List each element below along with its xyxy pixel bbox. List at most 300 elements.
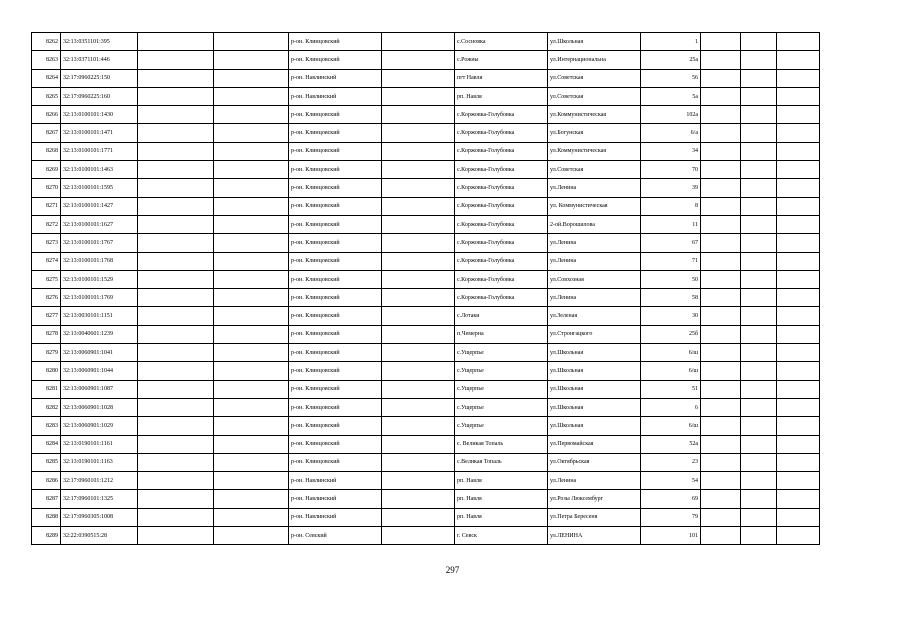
blank-cell (777, 161, 820, 179)
blank-cell (138, 69, 214, 87)
street-cell: ул.Школьная (548, 380, 641, 398)
blank-cell (382, 252, 455, 270)
locality-cell: с.Коржовка-Голубовка (455, 252, 548, 270)
house-number-cell: 6 (641, 398, 701, 416)
locality-cell: с.Коржовка-Голубовка (455, 106, 548, 124)
table-row (32, 527, 820, 545)
district-cell: р-он. Навлинский (289, 508, 382, 526)
street-cell: 2-ой.Ворошилова (548, 215, 641, 233)
blank-cell (138, 490, 214, 508)
blank-cell (777, 270, 820, 288)
blank-cell (138, 453, 214, 471)
blank-cell (382, 270, 455, 288)
locality-cell: с.Великая Топаль (455, 453, 548, 471)
cadastral-number-cell: 32:13:0060901:1028 (61, 398, 138, 416)
table-row (32, 508, 820, 526)
blank-cell (382, 508, 455, 526)
blank-cell (138, 197, 214, 215)
row-number-cell: 8288 (32, 508, 61, 526)
house-number-cell: 56 (641, 69, 701, 87)
blank-cell (214, 380, 289, 398)
blank-cell (382, 106, 455, 124)
blank-cell (214, 472, 289, 490)
blank-cell (741, 142, 777, 160)
cadastral-number-cell: 32:13:0100101:1471 (61, 124, 138, 142)
table-row (32, 197, 820, 215)
blank-cell (138, 325, 214, 343)
blank-cell (741, 179, 777, 197)
cadastral-number-cell: 32:17:0960225:150 (61, 69, 138, 87)
street-cell: ул.Стронгацкого (548, 325, 641, 343)
district-cell: р-он. Клинцовский (289, 362, 382, 380)
blank-cell (138, 289, 214, 307)
blank-cell (777, 289, 820, 307)
blank-cell (701, 490, 741, 508)
district-cell: р-он. Клинцовский (289, 289, 382, 307)
row-number-cell: 8265 (32, 87, 61, 105)
district-cell: р-он. Клинцовский (289, 453, 382, 471)
street-cell: ул.Школьная (548, 362, 641, 380)
locality-cell: с.Коржовка-Голубовка (455, 161, 548, 179)
district-cell: р-он. Клинцовский (289, 215, 382, 233)
cadastral-number-cell: 32:13:0100101:1767 (61, 234, 138, 252)
cadastral-number-cell: 32:13:0100101:1595 (61, 179, 138, 197)
blank-cell (214, 215, 289, 233)
district-cell: р-он. Клинцовский (289, 124, 382, 142)
blank-cell (138, 124, 214, 142)
blank-cell (214, 362, 289, 380)
cadastral-number-cell: 32:13:0100101:1771 (61, 142, 138, 160)
blank-cell (777, 380, 820, 398)
row-number-cell: 8269 (32, 161, 61, 179)
street-cell: ул.Розы Люксембург (548, 490, 641, 508)
blank-cell (382, 33, 455, 51)
cadastral-number-cell: 32:17:0960305:1008 (61, 508, 138, 526)
house-number-cell: 25б (641, 325, 701, 343)
blank-cell (382, 325, 455, 343)
street-cell: ул. Коммунистическая (548, 197, 641, 215)
blank-cell (214, 87, 289, 105)
table-row (32, 215, 820, 233)
locality-cell: с.Коржовка-Голубовка (455, 215, 548, 233)
blank-cell (701, 142, 741, 160)
blank-cell (214, 453, 289, 471)
table-row (32, 417, 820, 435)
blank-cell (701, 508, 741, 526)
blank-cell (138, 161, 214, 179)
blank-cell (701, 33, 741, 51)
table-row (32, 106, 820, 124)
blank-cell (777, 51, 820, 69)
blank-cell (741, 417, 777, 435)
table-row (32, 307, 820, 325)
blank-cell (701, 380, 741, 398)
cadastral-number-cell: 32:13:0100101:1427 (61, 197, 138, 215)
blank-cell (382, 398, 455, 416)
blank-cell (777, 417, 820, 435)
house-number-cell: 30 (641, 307, 701, 325)
blank-cell (701, 435, 741, 453)
row-number-cell: 8286 (32, 472, 61, 490)
locality-cell: с.Ущерпье (455, 344, 548, 362)
blank-cell (777, 362, 820, 380)
street-cell: ул.Советская (548, 69, 641, 87)
blank-cell (701, 197, 741, 215)
house-number-cell: 69 (641, 490, 701, 508)
blank-cell (741, 490, 777, 508)
blank-cell (777, 344, 820, 362)
street-cell: ул.ЛЕНИНА (548, 527, 641, 545)
blank-cell (741, 325, 777, 343)
district-cell: р-он. Клинцовский (289, 51, 382, 69)
district-cell: р-он. Клинцовский (289, 179, 382, 197)
cadastral-number-cell: 32:13:0060901:1041 (61, 344, 138, 362)
blank-cell (214, 398, 289, 416)
blank-cell (214, 252, 289, 270)
street-cell: ул.Коммунистическая (548, 106, 641, 124)
blank-cell (214, 508, 289, 526)
blank-cell (741, 270, 777, 288)
blank-cell (777, 435, 820, 453)
blank-cell (138, 87, 214, 105)
blank-cell (777, 398, 820, 416)
cadastral-number-cell: 32:13:0100101:1529 (61, 270, 138, 288)
locality-cell: с.Коржовка-Голубовка (455, 289, 548, 307)
locality-cell: с.Лотаки (455, 307, 548, 325)
blank-cell (741, 453, 777, 471)
row-number-cell: 8279 (32, 344, 61, 362)
blank-cell (741, 380, 777, 398)
blank-cell (382, 197, 455, 215)
blank-cell (777, 252, 820, 270)
cadastral-number-cell: 32:13:0100101:1769 (61, 289, 138, 307)
row-number-cell: 8282 (32, 398, 61, 416)
row-number-cell: 8277 (32, 307, 61, 325)
blank-cell (138, 270, 214, 288)
locality-cell: с.Ущерпье (455, 398, 548, 416)
blank-cell (138, 398, 214, 416)
registry-table (31, 32, 820, 545)
blank-cell (777, 215, 820, 233)
blank-cell (138, 435, 214, 453)
cadastral-number-cell: 32:13:0100101:1430 (61, 106, 138, 124)
blank-cell (741, 124, 777, 142)
blank-cell (214, 325, 289, 343)
row-number-cell: 8285 (32, 453, 61, 471)
blank-cell (138, 307, 214, 325)
blank-cell (777, 179, 820, 197)
blank-cell (777, 508, 820, 526)
table-row (32, 179, 820, 197)
street-cell: ул.Ленина (548, 472, 641, 490)
blank-cell (701, 234, 741, 252)
street-cell: ул.Октябрьская (548, 453, 641, 471)
blank-cell (214, 69, 289, 87)
district-cell: р-он. Клинцовский (289, 234, 382, 252)
street-cell: ул.Школьная (548, 33, 641, 51)
blank-cell (701, 325, 741, 343)
table-row (32, 252, 820, 270)
blank-cell (214, 417, 289, 435)
blank-cell (138, 472, 214, 490)
cadastral-number-cell: 32:13:0190101:1163 (61, 453, 138, 471)
row-number-cell: 8271 (32, 197, 61, 215)
blank-cell (382, 490, 455, 508)
locality-cell: с.Ущерпье (455, 417, 548, 435)
blank-cell (701, 307, 741, 325)
blank-cell (214, 490, 289, 508)
blank-cell (741, 472, 777, 490)
blank-cell (214, 142, 289, 160)
blank-cell (138, 234, 214, 252)
blank-cell (741, 161, 777, 179)
house-number-cell: 67 (641, 234, 701, 252)
blank-cell (701, 124, 741, 142)
blank-cell (701, 398, 741, 416)
blank-cell (701, 252, 741, 270)
table-row (32, 472, 820, 490)
blank-cell (214, 307, 289, 325)
table-row (32, 69, 820, 87)
district-cell: р-он. Клинцовский (289, 417, 382, 435)
blank-cell (214, 179, 289, 197)
blank-cell (777, 69, 820, 87)
locality-cell: с.Коржовка-Голубовка (455, 270, 548, 288)
blank-cell (701, 344, 741, 362)
locality-cell: рп. Навля (455, 87, 548, 105)
blank-cell (777, 33, 820, 51)
district-cell: р-он. Клинцовский (289, 398, 382, 416)
table-row (32, 325, 820, 343)
row-number-cell: 8263 (32, 51, 61, 69)
table-row (32, 490, 820, 508)
street-cell: ул.Первомайская (548, 435, 641, 453)
row-number-cell: 8266 (32, 106, 61, 124)
blank-cell (741, 435, 777, 453)
blank-cell (214, 124, 289, 142)
cadastral-number-cell: 32:13:0351101:395 (61, 33, 138, 51)
blank-cell (214, 161, 289, 179)
district-cell: р-он. Клинцовский (289, 252, 382, 270)
row-number-cell: 8274 (32, 252, 61, 270)
table-row (32, 270, 820, 288)
blank-cell (138, 508, 214, 526)
blank-cell (701, 270, 741, 288)
blank-cell (382, 435, 455, 453)
blank-cell (382, 124, 455, 142)
district-cell: р-он. Клинцовский (289, 33, 382, 51)
blank-cell (777, 490, 820, 508)
blank-cell (382, 472, 455, 490)
district-cell: р-он. Навлинский (289, 490, 382, 508)
blank-cell (382, 527, 455, 545)
cadastral-number-cell: 32:13:0040601:1239 (61, 325, 138, 343)
district-cell: р-он. Клинцовский (289, 325, 382, 343)
house-number-cell: 58 (641, 289, 701, 307)
blank-cell (777, 124, 820, 142)
blank-cell (701, 362, 741, 380)
cadastral-number-cell: 32:17:0960101:1212 (61, 472, 138, 490)
blank-cell (214, 344, 289, 362)
table-row (32, 380, 820, 398)
locality-cell: рп. Навля (455, 508, 548, 526)
house-number-cell: 6/ш (641, 344, 701, 362)
blank-cell (214, 51, 289, 69)
cadastral-number-cell: 32:13:0060901:1087 (61, 380, 138, 398)
cadastral-number-cell: 32:13:0100101:1627 (61, 215, 138, 233)
district-cell: р-он. Навлинский (289, 69, 382, 87)
house-number-cell: 79 (641, 508, 701, 526)
district-cell: р-он. Клинцовский (289, 344, 382, 362)
blank-cell (741, 289, 777, 307)
blank-cell (741, 527, 777, 545)
street-cell: ул.Ленина (548, 289, 641, 307)
row-number-cell: 8268 (32, 142, 61, 160)
blank-cell (777, 307, 820, 325)
blank-cell (138, 344, 214, 362)
blank-cell (138, 362, 214, 380)
house-number-cell: 6/а (641, 124, 701, 142)
blank-cell (382, 417, 455, 435)
blank-cell (138, 417, 214, 435)
cadastral-number-cell: 32:13:0100101:1463 (61, 161, 138, 179)
locality-cell: с.Сосновка (455, 33, 548, 51)
blank-cell (741, 87, 777, 105)
district-cell: р-он. Навлинский (289, 87, 382, 105)
house-number-cell: 6/ш (641, 362, 701, 380)
blank-cell (701, 417, 741, 435)
blank-cell (701, 453, 741, 471)
blank-cell (741, 234, 777, 252)
blank-cell (741, 344, 777, 362)
house-number-cell: 54 (641, 472, 701, 490)
blank-cell (777, 527, 820, 545)
blank-cell (382, 51, 455, 69)
blank-cell (138, 215, 214, 233)
blank-cell (138, 33, 214, 51)
table-row (32, 398, 820, 416)
locality-cell: с.Ущерпье (455, 362, 548, 380)
blank-cell (138, 179, 214, 197)
house-number-cell: 102а (641, 106, 701, 124)
cadastral-number-cell: 32:17:0960225:160 (61, 87, 138, 105)
cadastral-number-cell: 32:22:0390515:28 (61, 527, 138, 545)
blank-cell (214, 435, 289, 453)
blank-cell (382, 289, 455, 307)
blank-cell (777, 106, 820, 124)
house-number-cell: 5а (641, 87, 701, 105)
district-cell: р-он. Клинцовский (289, 142, 382, 160)
district-cell: р-он. Клинцовский (289, 307, 382, 325)
blank-cell (382, 142, 455, 160)
table-body (32, 33, 820, 545)
locality-cell: с.Рожны (455, 51, 548, 69)
street-cell: ул.Интернациональна (548, 51, 641, 69)
table-row (32, 124, 820, 142)
blank-cell (741, 33, 777, 51)
blank-cell (382, 307, 455, 325)
blank-cell (701, 179, 741, 197)
street-cell: ул.Советская (548, 87, 641, 105)
blank-cell (741, 51, 777, 69)
table-row (32, 161, 820, 179)
blank-cell (214, 197, 289, 215)
street-cell: ул.Петра Бересеня (548, 508, 641, 526)
district-cell: р-он. Клинцовский (289, 161, 382, 179)
house-number-cell: 25а (641, 51, 701, 69)
blank-cell (214, 289, 289, 307)
blank-cell (214, 234, 289, 252)
row-number-cell: 8275 (32, 270, 61, 288)
blank-cell (741, 215, 777, 233)
table-row (32, 33, 820, 51)
row-number-cell: 8262 (32, 33, 61, 51)
locality-cell: г. Севск (455, 527, 548, 545)
blank-cell (138, 527, 214, 545)
row-number-cell: 8264 (32, 69, 61, 87)
blank-cell (777, 197, 820, 215)
row-number-cell: 8281 (32, 380, 61, 398)
cadastral-number-cell: 32:13:0371101:446 (61, 51, 138, 69)
house-number-cell: 39 (641, 179, 701, 197)
house-number-cell: 101 (641, 527, 701, 545)
locality-cell: с.Коржовка-Голубовка (455, 124, 548, 142)
house-number-cell: 23 (641, 453, 701, 471)
blank-cell (701, 106, 741, 124)
cadastral-number-cell: 32:13:0060901:1044 (61, 362, 138, 380)
blank-cell (382, 344, 455, 362)
house-number-cell: 1 (641, 33, 701, 51)
blank-cell (382, 215, 455, 233)
blank-cell (741, 252, 777, 270)
blank-cell (382, 161, 455, 179)
district-cell: р-он. Клинцовский (289, 197, 382, 215)
blank-cell (741, 362, 777, 380)
blank-cell (741, 197, 777, 215)
row-number-cell: 8272 (32, 215, 61, 233)
blank-cell (382, 234, 455, 252)
blank-cell (382, 69, 455, 87)
blank-cell (138, 142, 214, 160)
row-number-cell: 8289 (32, 527, 61, 545)
street-cell: ул.Ленина (548, 179, 641, 197)
blank-cell (777, 453, 820, 471)
blank-cell (741, 106, 777, 124)
house-number-cell: 11 (641, 215, 701, 233)
cadastral-number-cell: 32:13:0030101:1151 (61, 307, 138, 325)
locality-cell: с.Коржовка-Голубовка (455, 142, 548, 160)
house-number-cell: 50 (641, 270, 701, 288)
table-row (32, 289, 820, 307)
cadastral-number-cell: 32:13:0100101:1768 (61, 252, 138, 270)
blank-cell (382, 179, 455, 197)
blank-cell (701, 69, 741, 87)
locality-cell: с.Коржовка-Голубовка (455, 179, 548, 197)
locality-cell: с. Великая Топаль (455, 435, 548, 453)
cadastral-number-cell: 32:13:0190101:1161 (61, 435, 138, 453)
blank-cell (701, 51, 741, 69)
house-number-cell: 52а (641, 435, 701, 453)
page-number: 297 (445, 565, 460, 575)
district-cell: р-он. Севский (289, 527, 382, 545)
locality-cell: с.Ущерпье (455, 380, 548, 398)
row-number-cell: 8280 (32, 362, 61, 380)
district-cell: р-он. Клинцовский (289, 380, 382, 398)
locality-cell: с.Коржовка-Голубовка (455, 234, 548, 252)
table-row (32, 344, 820, 362)
cadastral-number-cell: 32:13:0060901:1029 (61, 417, 138, 435)
blank-cell (214, 270, 289, 288)
